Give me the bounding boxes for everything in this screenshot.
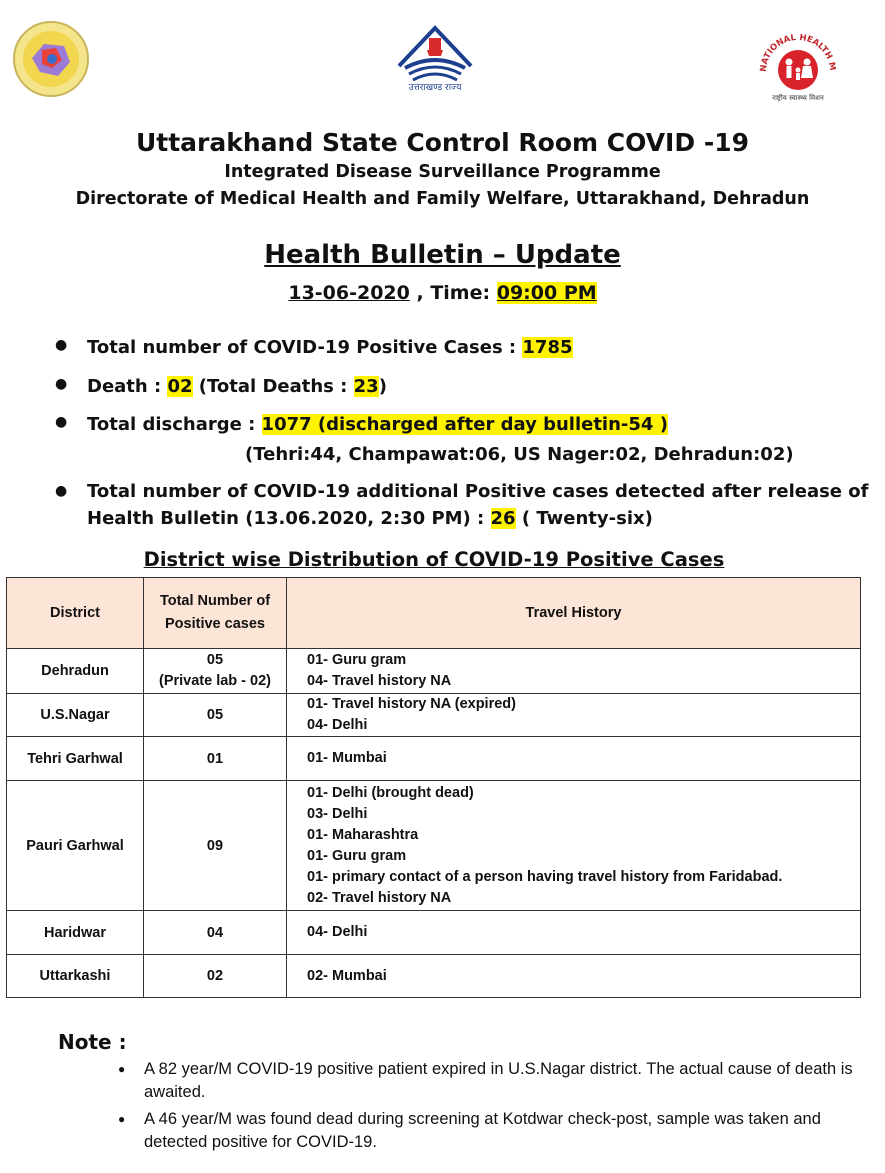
row-district: U.S.Nagar <box>7 694 144 737</box>
table-row <box>7 737 861 781</box>
table-row <box>7 649 861 694</box>
row-travel: 01- Mumbai <box>287 737 861 781</box>
row-district: Dehradun <box>7 649 144 694</box>
row-total: 04 <box>144 911 287 955</box>
row-district: Haridwar <box>7 911 144 955</box>
bulletin-time: 09:00 PM <box>496 282 597 304</box>
nhm-caption: राष्ट्रीय स्वास्थ्य मिशन <box>772 94 824 102</box>
row-district: Tehri Garhwal <box>7 737 144 781</box>
emblem-caption: उत्तराखण्ड राज्य <box>408 83 462 93</box>
table-row <box>7 955 861 998</box>
row-total: 02 <box>144 955 287 998</box>
subtitle-programme: Integrated Disease Surveillance Programme <box>224 162 661 182</box>
bulletin-heading: Health Bulletin – Update <box>264 240 621 270</box>
note-title: Note : <box>58 1030 127 1054</box>
positive-cases-value: 1785 <box>522 337 573 358</box>
row-district: Pauri Garhwal <box>7 781 144 911</box>
table-title: District wise Distribution of COVID-19 Positive Cases <box>143 548 725 571</box>
header-travel: Travel History <box>287 578 861 649</box>
notes-list <box>118 1058 878 1158</box>
subtitle-directorate: Directorate of Medical Health and Family Welfare, Uttarakhand, Dehradun <box>75 189 810 209</box>
bulletin-date: 13-06-2020 <box>288 282 410 304</box>
row-travel: 01- Travel history NA (expired) 04- Delhi <box>287 694 861 737</box>
table-row <box>7 781 861 911</box>
note-item: ● A 82 year/M COVID-19 positive patient expired in U.S.Nagar district. The actual cause of death is awaited. <box>118 1058 878 1104</box>
row-travel: 02- Mumbai <box>287 955 861 998</box>
row-travel: 01- Delhi (brought dead) 03- Delhi 01- Maharashtra 01- Guru gram 01- primary contact of a person having travel history from Faridabad. 02- Travel history NA <box>287 781 861 911</box>
nhm-arc-text: NATIONAL HEALTH M <box>758 32 838 73</box>
discharge-value: 1077 (discharged after day bulletin-54 ) <box>261 414 668 435</box>
table-header-row <box>7 578 861 649</box>
uttarakhand-emblem <box>395 22 475 94</box>
row-total: 01 <box>144 737 287 781</box>
nhm-logo <box>752 20 844 106</box>
total-deaths-value: 23 <box>353 376 379 397</box>
header-district: District <box>7 578 144 649</box>
page-title: Uttarakhand State Control Room COVID -19 <box>135 128 749 157</box>
death-value: 02 <box>167 376 193 397</box>
district-table <box>6 577 861 998</box>
death-item: ● Death : 02 (Total Deaths : 23) <box>55 376 387 397</box>
row-total: 09 <box>144 781 287 911</box>
row-district: Uttarkashi <box>7 955 144 998</box>
row-total: 05 <box>144 694 287 737</box>
bulletin-datetime: 13-06-2020 , Time: 09:00 PM <box>288 282 597 304</box>
row-travel: 04- Delhi <box>287 911 861 955</box>
idsp-logo <box>12 20 90 98</box>
row-total: 05 (Private lab - 02) <box>144 649 287 694</box>
additional-cases-item: ● Total number of COVID-19 additional Positive cases detected after release of Health Bulletin (13.06.2020, 2:30 PM) : 26 ( Twenty-six) <box>55 478 877 532</box>
row-travel: 01- Guru gram 04- Travel history NA <box>287 649 861 694</box>
additional-cases-value: 26 <box>490 508 516 529</box>
positive-cases-item: ● Total number of COVID-19 Positive Cases : 1785 <box>55 337 573 358</box>
discharge-detail: (Tehri:44, Champawat:06, US Nager:02, Dehradun:02) <box>245 444 794 465</box>
table-row <box>7 911 861 955</box>
note-item: ● A 46 year/M was found dead during screening at Kotdwar check-post, sample was taken and detected positive for COVID-19. <box>118 1108 878 1154</box>
discharge-item: ● Total discharge : 1077 (discharged after day bulletin-54 ) <box>55 414 668 435</box>
table-row <box>7 694 861 737</box>
header-total: Total Number of Positive cases <box>144 578 287 649</box>
